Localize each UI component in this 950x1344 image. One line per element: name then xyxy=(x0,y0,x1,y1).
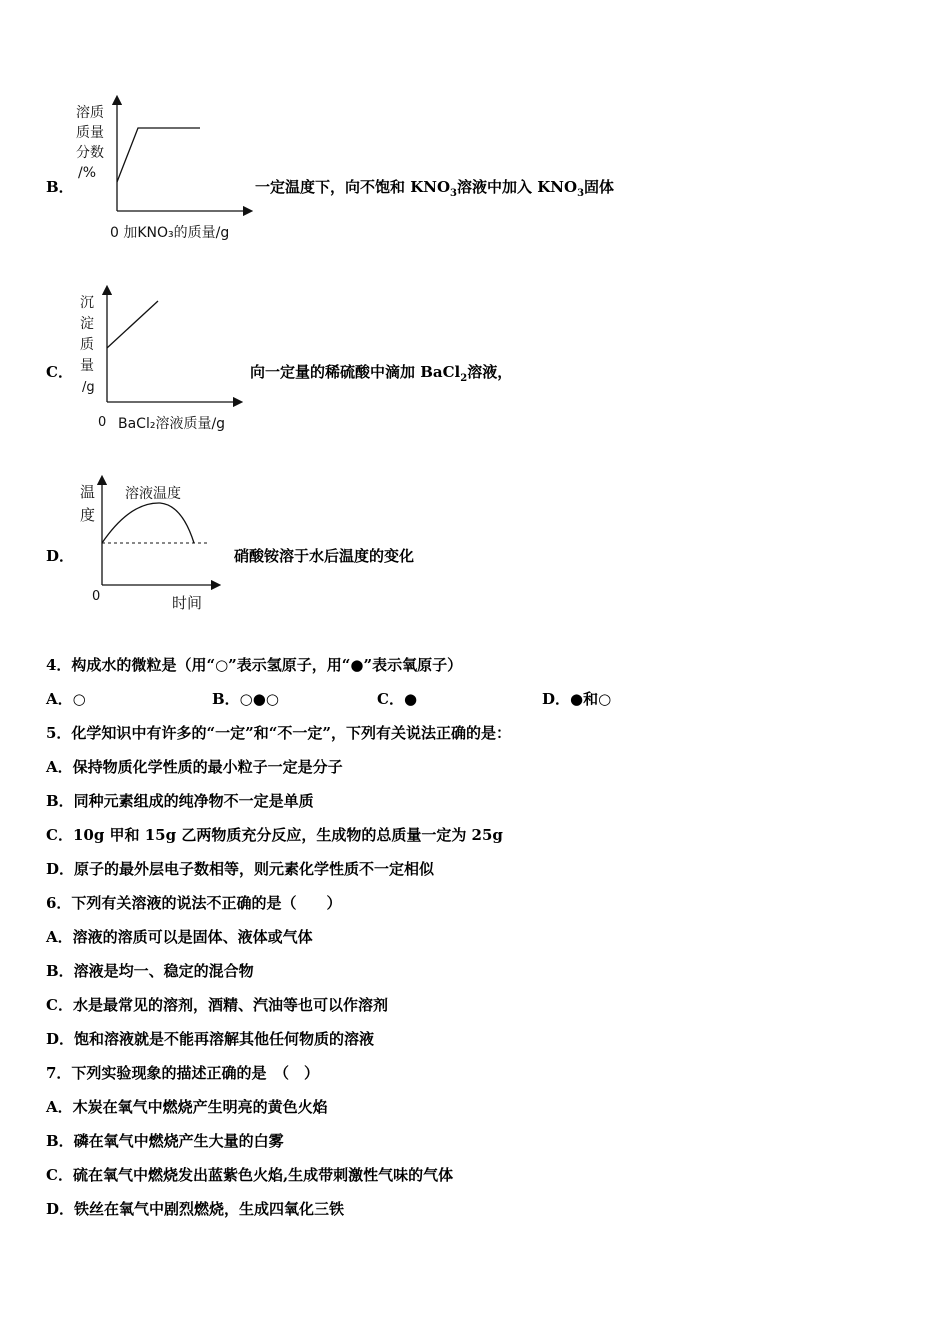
option-c-description: 向一定量的稀硫酸中滴加 BaCl$_2$溶液， xyxy=(250,363,513,384)
question-4-option-a: A．○ xyxy=(46,690,86,708)
y-label-3: 分数 xyxy=(76,145,104,161)
question-7-option-b: B．磷在氧气中燃烧产生大量的白雾 xyxy=(46,1132,284,1150)
graph-d xyxy=(70,475,240,620)
y-label-4: 量 xyxy=(80,358,94,374)
question-4-option-b: B．○●○ xyxy=(212,690,279,708)
origin-label: 0 xyxy=(98,415,107,430)
graph-b xyxy=(70,95,260,245)
y-label-4: /% xyxy=(78,165,97,181)
graph-c xyxy=(70,285,260,440)
question-6-option-b: B．溶液是均一、稳定的混合物 xyxy=(46,962,254,980)
option-b-description: 一定温度下，向不饱和 $KNO_3$溶液中加入 $KNO_3$固体 xyxy=(255,178,615,199)
option-d-letter: D． xyxy=(46,547,75,565)
question-7-option-c: C．硫在氧气中燃烧发出蓝紫色火焰,生成带刺激性气味的气体 xyxy=(46,1166,454,1184)
y-label-2: 度 xyxy=(80,506,96,524)
question-5-stem: 5．化学知识中有许多的“一定”和“不一定”，下列有关说法正确的是： xyxy=(46,724,511,742)
data-line xyxy=(107,301,158,348)
question-4-option-c: C．● xyxy=(377,690,418,708)
question-4-stem: 4．构成水的微粒是（用“○”表示氢原子，用“●”表示氧原子） xyxy=(46,656,463,674)
y-label-2: 质量 xyxy=(76,125,104,141)
origin-label: 0 xyxy=(92,589,101,604)
y-label-1: 沉 xyxy=(80,295,94,311)
temperature-curve xyxy=(102,503,194,543)
y-label-1: 温 xyxy=(80,483,96,501)
question-5-option-b: B．同种元素组成的纯净物不一定是单质 xyxy=(46,792,314,810)
y-label-2: 淀 xyxy=(80,316,94,332)
question-6-option-c: C．水是最常见的溶剂，酒精、汽油等也可以作溶剂 xyxy=(46,996,388,1014)
curve-label: 溶液温度 xyxy=(125,486,181,502)
question-5-option-d: D．原子的最外层电子数相等，则元素化学性质不一定相似 xyxy=(46,860,435,878)
option-b-letter: B． xyxy=(46,178,74,196)
x-label: BaCl₂溶液质量/g xyxy=(118,416,226,432)
x-label: 0 加KNO₃的质量/g xyxy=(110,225,230,241)
question-5-option-c: C．10g 甲和 15g 乙两物质充分反应，生成物的总质量一定为 25g xyxy=(46,826,503,844)
question-6-stem: 6．下列有关溶液的说法不正确的是（ ） xyxy=(46,894,342,912)
question-7-option-a: A．木炭在氧气中燃烧产生明亮的黄色火焰 xyxy=(46,1098,328,1116)
x-label: 时间 xyxy=(172,594,203,612)
question-7-option-d: D．铁丝在氧气中剧烈燃烧，生成四氧化三铁 xyxy=(46,1200,345,1218)
data-line xyxy=(117,128,200,182)
y-label-3: 质 xyxy=(80,337,94,353)
question-5-option-a: A．保持物质化学性质的最小粒子一定是分子 xyxy=(46,758,343,776)
option-c-letter: C． xyxy=(46,363,73,381)
question-4-option-d: D．●和○ xyxy=(542,690,612,708)
y-label-5: /g xyxy=(82,380,95,395)
question-6-option-a: A．溶液的溶质可以是固体、液体或气体 xyxy=(46,928,313,946)
option-d-description: 硝酸铵溶于水后温度的变化 xyxy=(234,547,415,565)
y-label-1: 溶质 xyxy=(76,105,104,121)
question-7-stem: 7．下列实验现象的描述正确的是 （ ） xyxy=(46,1064,319,1082)
question-6-option-d: D．饱和溶液就是不能再溶解其他任何物质的溶液 xyxy=(46,1030,375,1048)
